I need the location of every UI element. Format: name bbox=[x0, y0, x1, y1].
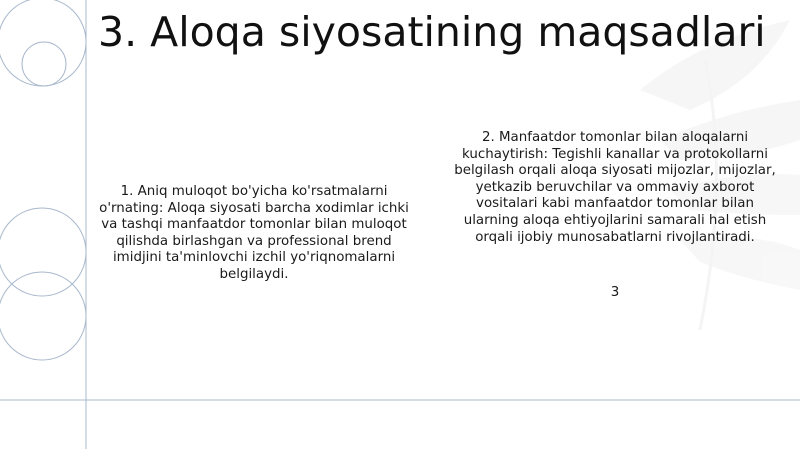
small-circle-top bbox=[22, 42, 66, 86]
slide-title: 3. Aloqa siyosatining maqsadlari bbox=[98, 8, 766, 56]
large-circle-top bbox=[0, 0, 86, 86]
page-number: 3 bbox=[610, 285, 620, 300]
objective-2-text: 2. Manfaatdor tomonlar bilan aloqalarni kuchaytirish: Tegishli kanallar va protokollarni belgilash orqali aloqa siyosati mijozlar, mijozlar, yetkazib beruvchilar va ommaviy axborot vositalari kabi manfaatdor tomonlar bilan ularning aloqa ehtiyojlarini samarali hal etish orqali ijobiy munosabatlarni rivojlantiradi. bbox=[454, 130, 776, 245]
objective-1-text: 1. Aniq muloqot bo'yicha ko'rsatmalarni o'rnating: Aloqa siyosati barcha xodimlar ichki va tashqi manfaatdor tomonlar bilan muloqot qilishda birlashgan va professional brend imidjini ta'minlovchi izchil yo'riqnomalarni belgilaydi. bbox=[99, 184, 409, 282]
